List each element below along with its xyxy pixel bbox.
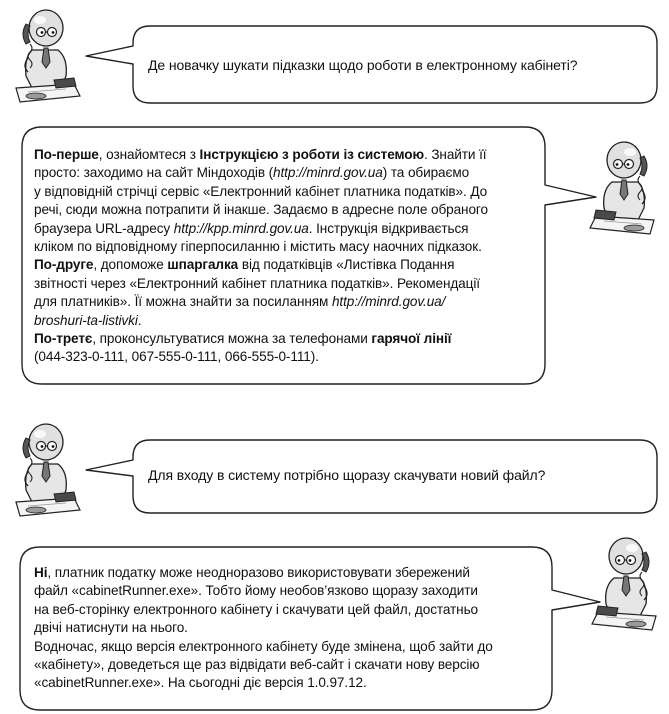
answer-2-line-2: файл «cabinetRunner.exe». Тобто йому необов’язково щоразу заходити (34, 583, 478, 599)
kpp-link[interactable]: http://kpp.minrd.gov.ua (173, 220, 309, 236)
answer-1-line-11: По-третє, проконсультуватися можна за телефонами гарячої лінії (34, 331, 452, 347)
answer-1-line-9: для платників». Її можна знайти за посиланням http://minrd.gov.ua/ (34, 294, 446, 310)
figure-with-phone-icon (584, 138, 656, 238)
answer-2-line-4: двічі натиснути на нього. (34, 620, 188, 636)
answer-1-line-6: кліком по відповідному гіперпосиланню і містить масу наочних підказок. (34, 239, 482, 255)
answer-1-line-10: broshuri-ta-listivki. (34, 312, 142, 328)
minrd-link[interactable]: http://minrd.gov.ua (273, 165, 383, 181)
answer-1-line-8: звітності через «Електронний кабінет платника податків». Рекомендації (34, 275, 480, 291)
answer-1-line-1: По-перше, ознайомтеся з Інструкцією з роботи із системою. Знайти її (34, 147, 487, 162)
answer-2-line-1: Ні, платник податку може неодноразово використовувати збережений (34, 565, 470, 580)
figure-with-phone-icon (14, 6, 86, 106)
figure-with-phone-icon (14, 420, 86, 520)
answer-1-line-4: речі, сюди можна потрапити й інакше. Задаємо в адресне поле обраного (34, 202, 488, 218)
answer-1-line-7: По-друге, допоможе шпаргалка від податківців «Листівка Подання (34, 257, 455, 273)
figure-with-phone-icon (586, 534, 658, 634)
answer-1-line-2: просто: заходимо на сайт Міндоходів (http://minrd.gov.ua) та обираємо (34, 165, 470, 181)
answer-2-line-6: «кабінету», доведеться ще раз відвідати веб-сайт і скачати нову версію (34, 657, 480, 673)
question-1-text: Де новачку шукати підказки щодо роботи в електронному кабінеті? (148, 57, 578, 73)
brochures-link[interactable]: http://minrd.gov.ua/ (331, 294, 446, 310)
question-2-text: Для входу в систему потрібно щоразу скачувати новий файл? (148, 467, 546, 483)
answer-2-line-5: Водночас, якщо версія електронного кабінету буде змінена, щоб зайти до (34, 638, 493, 654)
brochures-link-cont[interactable]: broshuri-ta-listivki (34, 312, 138, 328)
answer-1-line-3: у відповідній стрічці сервіс «Електронний кабінет платника податків». До (34, 183, 488, 199)
answer-2-line-7: «cabinetRunner.exe». На сьогодні діє версія 1.0.97.12. (34, 675, 367, 691)
answer-2-line-3: на веб-сторінку електронного кабінету і скачувати цей файл, достатньо (34, 601, 479, 617)
answer-1-line-5: браузера URL-адресу http://kpp.minrd.gov.ua. Інструкція відкривається (34, 220, 469, 236)
answer-1-line-12: (044-323-0-111, 067-555-0-111, 066-555-0-111). (34, 349, 319, 365)
answer-1-text (34, 146, 539, 367)
answer-2-text (34, 564, 549, 693)
